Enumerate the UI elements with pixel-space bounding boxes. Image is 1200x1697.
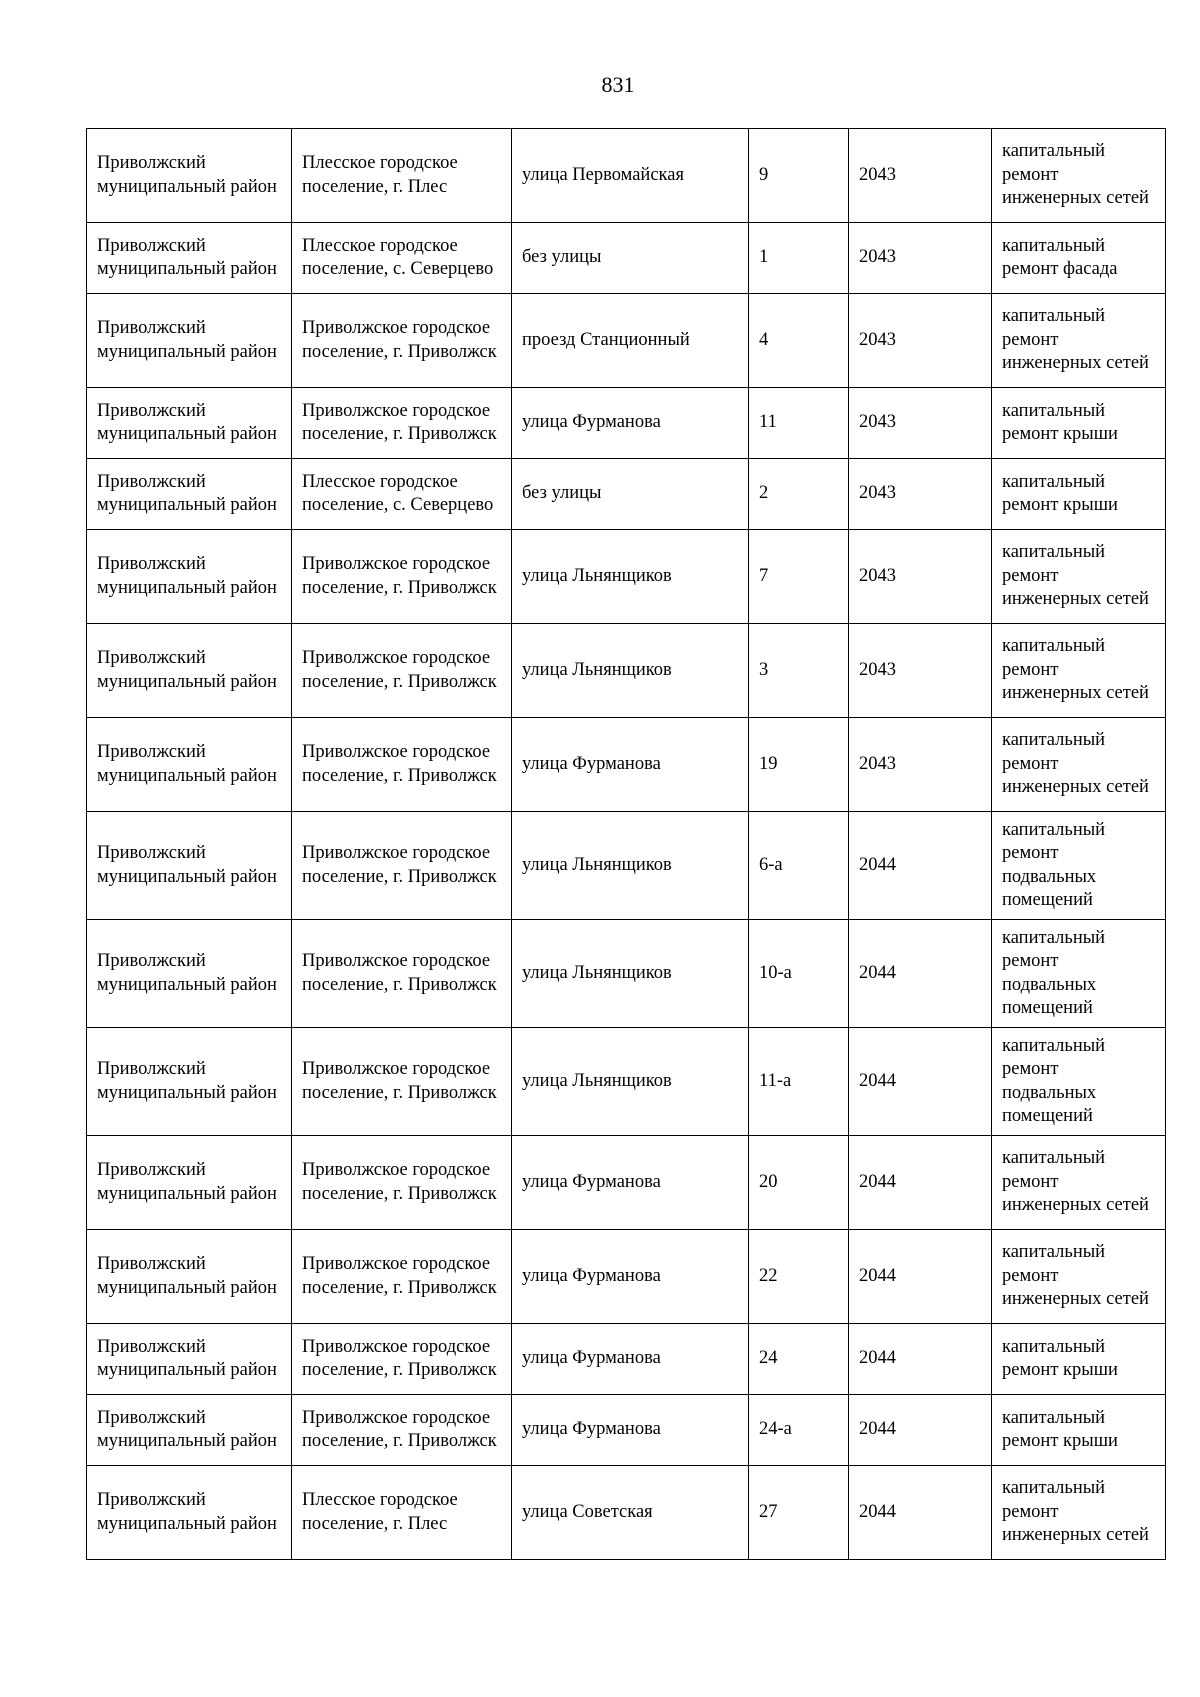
table-row — [87, 459, 1166, 530]
table-row — [87, 388, 1166, 459]
cell-work-type: капитальный ремонт инженерных сетей — [992, 129, 1166, 223]
cell-work-type: капитальный ремонт инженерных сетей — [992, 1466, 1166, 1560]
cell-year: 2043 — [849, 718, 992, 812]
cell-street: улица Льнянщиков — [512, 812, 749, 920]
cell-work-type: капитальный ремонт инженерных сетей — [992, 1136, 1166, 1230]
cell-district: Приволжский муниципальный район — [87, 1466, 292, 1560]
cell-district: Приволжский муниципальный район — [87, 1395, 292, 1466]
cell-year: 2043 — [849, 530, 992, 624]
cell-settlement: Приволжское городское поселение, г. Приволжск — [292, 920, 512, 1028]
cell-work-type: капитальный ремонт подвальных помещений — [992, 1028, 1166, 1136]
page-number: 831 — [601, 72, 635, 97]
cell-year: 2044 — [849, 1466, 992, 1560]
cell-work-type: капитальный ремонт крыши — [992, 388, 1166, 459]
cell-house-number: 19 — [749, 718, 849, 812]
cell-work-type: капитальный ремонт подвальных помещений — [992, 812, 1166, 920]
cell-year: 2044 — [849, 1395, 992, 1466]
cell-year: 2044 — [849, 920, 992, 1028]
cell-work-type: капитальный ремонт инженерных сетей — [992, 530, 1166, 624]
cell-settlement: Приволжское городское поселение, г. Приволжск — [292, 718, 512, 812]
cell-work-type: капитальный ремонт крыши — [992, 459, 1166, 530]
table-row — [87, 812, 1166, 920]
cell-district: Приволжский муниципальный район — [87, 1324, 292, 1395]
cell-district: Приволжский муниципальный район — [87, 459, 292, 530]
cell-work-type: капитальный ремонт крыши — [992, 1395, 1166, 1466]
cell-settlement: Плесское городское поселение, с. Северцево — [292, 459, 512, 530]
cell-settlement: Плесское городское поселение, г. Плес — [292, 129, 512, 223]
cell-house-number: 10-а — [749, 920, 849, 1028]
cell-work-type: капитальный ремонт подвальных помещений — [992, 920, 1166, 1028]
cell-year: 2043 — [849, 129, 992, 223]
cell-house-number: 27 — [749, 1466, 849, 1560]
table-row — [87, 1136, 1166, 1230]
cell-house-number: 24 — [749, 1324, 849, 1395]
table-row — [87, 1324, 1166, 1395]
cell-work-type: капитальный ремонт крыши — [992, 1324, 1166, 1395]
cell-house-number: 7 — [749, 530, 849, 624]
cell-street: улица Первомайская — [512, 129, 749, 223]
cell-settlement: Приволжское городское поселение, г. Приволжск — [292, 1136, 512, 1230]
table-row — [87, 294, 1166, 388]
cell-street: без улицы — [512, 223, 749, 294]
cell-house-number: 2 — [749, 459, 849, 530]
cell-house-number: 11 — [749, 388, 849, 459]
cell-street: улица Льнянщиков — [512, 530, 749, 624]
cell-year: 2043 — [849, 388, 992, 459]
cell-year: 2044 — [849, 1324, 992, 1395]
cell-district: Приволжский муниципальный район — [87, 223, 292, 294]
cell-street: улица Льнянщиков — [512, 624, 749, 718]
cell-work-type: капитальный ремонт инженерных сетей — [992, 294, 1166, 388]
cell-settlement: Приволжское городское поселение, г. Приволжск — [292, 388, 512, 459]
cell-year: 2044 — [849, 1230, 992, 1324]
cell-settlement: Плесское городское поселение, г. Плес — [292, 1466, 512, 1560]
cell-district: Приволжский муниципальный район — [87, 1230, 292, 1324]
cell-street: улица Советская — [512, 1466, 749, 1560]
repair-schedule-table — [86, 128, 1166, 1560]
table-row — [87, 223, 1166, 294]
table-row — [87, 1230, 1166, 1324]
cell-year: 2043 — [849, 624, 992, 718]
cell-settlement: Приволжское городское поселение, г. Приволжск — [292, 812, 512, 920]
cell-work-type: капитальный ремонт инженерных сетей — [992, 718, 1166, 812]
cell-street: улица Льнянщиков — [512, 1028, 749, 1136]
cell-settlement: Приволжское городское поселение, г. Приволжск — [292, 1324, 512, 1395]
cell-house-number: 22 — [749, 1230, 849, 1324]
cell-district: Приволжский муниципальный район — [87, 1028, 292, 1136]
cell-settlement: Приволжское городское поселение, г. Приволжск — [292, 530, 512, 624]
cell-year: 2043 — [849, 294, 992, 388]
cell-settlement: Приволжское городское поселение, г. Приволжск — [292, 1028, 512, 1136]
cell-work-type: капитальный ремонт фасада — [992, 223, 1166, 294]
cell-district: Приволжский муниципальный район — [87, 718, 292, 812]
cell-street: улица Фурманова — [512, 1324, 749, 1395]
cell-house-number: 3 — [749, 624, 849, 718]
cell-house-number: 4 — [749, 294, 849, 388]
cell-street: улица Фурманова — [512, 1395, 749, 1466]
cell-house-number: 24-а — [749, 1395, 849, 1466]
cell-street: улица Фурманова — [512, 718, 749, 812]
table-row — [87, 530, 1166, 624]
cell-house-number: 11-а — [749, 1028, 849, 1136]
cell-street: улица Льнянщиков — [512, 920, 749, 1028]
cell-district: Приволжский муниципальный район — [87, 530, 292, 624]
cell-street: без улицы — [512, 459, 749, 530]
cell-district: Приволжский муниципальный район — [87, 1136, 292, 1230]
cell-year: 2044 — [849, 1028, 992, 1136]
table-row — [87, 1028, 1166, 1136]
cell-house-number: 9 — [749, 129, 849, 223]
cell-street: улица Фурманова — [512, 388, 749, 459]
cell-house-number: 6-а — [749, 812, 849, 920]
cell-district: Приволжский муниципальный район — [87, 388, 292, 459]
cell-settlement: Плесское городское поселение, с. Северцево — [292, 223, 512, 294]
table-row — [87, 1395, 1166, 1466]
cell-street: улица Фурманова — [512, 1136, 749, 1230]
table-row — [87, 920, 1166, 1028]
cell-district: Приволжский муниципальный район — [87, 920, 292, 1028]
cell-street: проезд Станционный — [512, 294, 749, 388]
table-row — [87, 624, 1166, 718]
cell-work-type: капитальный ремонт инженерных сетей — [992, 624, 1166, 718]
cell-settlement: Приволжское городское поселение, г. Приволжск — [292, 1395, 512, 1466]
cell-house-number: 1 — [749, 223, 849, 294]
cell-work-type: капитальный ремонт инженерных сетей — [992, 1230, 1166, 1324]
cell-year: 2043 — [849, 459, 992, 530]
cell-year: 2044 — [849, 812, 992, 920]
cell-settlement: Приволжское городское поселение, г. Приволжск — [292, 624, 512, 718]
cell-district: Приволжский муниципальный район — [87, 624, 292, 718]
cell-house-number: 20 — [749, 1136, 849, 1230]
cell-year: 2043 — [849, 223, 992, 294]
cell-street: улица Фурманова — [512, 1230, 749, 1324]
table-row — [87, 718, 1166, 812]
table-row — [87, 129, 1166, 223]
cell-settlement: Приволжское городское поселение, г. Приволжск — [292, 294, 512, 388]
cell-district: Приволжский муниципальный район — [87, 129, 292, 223]
table-row — [87, 1466, 1166, 1560]
cell-district: Приволжский муниципальный район — [87, 294, 292, 388]
cell-district: Приволжский муниципальный район — [87, 812, 292, 920]
cell-settlement: Приволжское городское поселение, г. Приволжск — [292, 1230, 512, 1324]
cell-year: 2044 — [849, 1136, 992, 1230]
